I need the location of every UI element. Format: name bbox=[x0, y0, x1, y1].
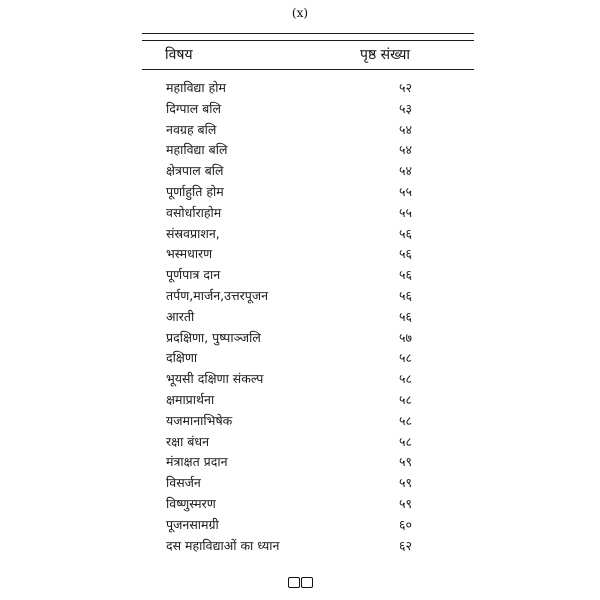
entry-page: ५८ bbox=[399, 391, 413, 407]
entry-page: ५९ bbox=[399, 454, 413, 470]
contents-entry bbox=[0, 473, 600, 494]
entry-title: मंत्राक्षत प्रदान bbox=[166, 454, 228, 470]
entry-title: यजमानाभिषेक bbox=[166, 412, 233, 428]
entry-page: ५६ bbox=[399, 287, 413, 303]
contents-entry bbox=[0, 536, 600, 557]
entry-title: महाविद्या होम bbox=[166, 80, 226, 95]
header-rule bbox=[142, 69, 474, 70]
square-mark-icon bbox=[288, 577, 300, 588]
entry-title: वसोर्धाराहोम bbox=[166, 204, 222, 220]
column-header-page-count: पृष्ठ संख्या bbox=[360, 47, 411, 63]
contents-entry bbox=[0, 265, 600, 286]
entry-title: भूयसी दक्षिणा संकल्प bbox=[166, 371, 264, 387]
entry-title: विसर्जन bbox=[166, 475, 201, 491]
square-mark-icon bbox=[301, 577, 313, 588]
entry-title: दिग्पाल बलि bbox=[166, 100, 222, 116]
contents-entry bbox=[0, 328, 600, 349]
entry-title: क्षमाप्रार्थना bbox=[166, 391, 215, 407]
entry-title: महाविद्या बलि bbox=[166, 142, 228, 158]
contents-entry bbox=[0, 369, 600, 390]
entry-page: ६० bbox=[399, 516, 413, 532]
entry-title: क्षेत्रपाल बलि bbox=[166, 163, 224, 179]
top-rule-inner bbox=[142, 40, 474, 41]
contents-entry bbox=[0, 120, 600, 141]
contents-entry bbox=[0, 348, 600, 369]
contents-entry bbox=[0, 99, 600, 120]
entry-title: विष्णुस्मरण bbox=[166, 495, 216, 511]
contents-entry bbox=[0, 286, 600, 307]
column-header-subject: विषय bbox=[165, 47, 193, 63]
entry-page: ५८ bbox=[399, 433, 413, 449]
contents-entry bbox=[0, 244, 600, 265]
contents-entry bbox=[0, 515, 600, 536]
entry-title: दक्षिणा bbox=[166, 350, 198, 366]
entry-page: ५८ bbox=[399, 350, 413, 366]
entry-page: ५६ bbox=[399, 246, 413, 262]
contents-entry bbox=[0, 203, 600, 224]
contents-entry bbox=[0, 411, 600, 432]
entry-title: पूर्णाहुति होम bbox=[166, 183, 224, 199]
entry-page: ५९ bbox=[399, 475, 413, 491]
entry-page: ६२ bbox=[399, 537, 413, 553]
entry-title: प्रदक्षिणा, पुष्पाञ्जलि bbox=[166, 329, 261, 345]
double-square-mark-icon bbox=[288, 577, 314, 589]
contents-entry bbox=[0, 78, 600, 99]
contents-entry bbox=[0, 224, 600, 245]
contents-entry bbox=[0, 140, 600, 161]
contents-entry bbox=[0, 182, 600, 203]
contents-entry bbox=[0, 307, 600, 328]
contents-entry bbox=[0, 390, 600, 411]
entry-page: ५३ bbox=[399, 100, 413, 116]
entry-title: रक्षा बंधन bbox=[166, 433, 210, 449]
contents-entry bbox=[0, 494, 600, 515]
entry-title: दस महाविद्याओं का ध्यान bbox=[166, 537, 280, 553]
entry-title: भस्मधारण bbox=[166, 246, 213, 262]
contents-entry bbox=[0, 161, 600, 182]
entry-page: ५९ bbox=[399, 495, 413, 511]
entry-page: ५८ bbox=[399, 371, 413, 387]
entry-page: ५८ bbox=[399, 412, 413, 428]
contents-entry bbox=[0, 432, 600, 453]
entry-title: आरती bbox=[166, 308, 195, 324]
entry-page: ५६ bbox=[399, 267, 413, 283]
entry-page: ५४ bbox=[399, 142, 413, 158]
entry-title: तर्पण,मार्जन,उत्तरपूजन bbox=[166, 287, 269, 303]
entry-title: नवग्रह बलि bbox=[166, 121, 217, 137]
entry-page: ५६ bbox=[399, 225, 413, 241]
entry-page: ५६ bbox=[399, 308, 413, 324]
entry-page: ५५ bbox=[399, 204, 413, 220]
top-rule bbox=[142, 33, 474, 34]
page-number: (x) bbox=[291, 6, 309, 20]
entry-page: ५७ bbox=[399, 329, 413, 345]
contents-entry bbox=[0, 452, 600, 473]
entry-page: ५५ bbox=[399, 183, 413, 199]
entry-title: संस्रवप्राशन, bbox=[166, 225, 220, 241]
entry-title: पूजनसामग्री bbox=[166, 516, 219, 532]
contents-list bbox=[0, 78, 600, 556]
entry-page: ५४ bbox=[399, 163, 413, 179]
entry-page: ५२ bbox=[399, 80, 413, 95]
entry-title: पूर्णपात्र दान bbox=[166, 267, 221, 283]
entry-page: ५४ bbox=[399, 121, 413, 137]
